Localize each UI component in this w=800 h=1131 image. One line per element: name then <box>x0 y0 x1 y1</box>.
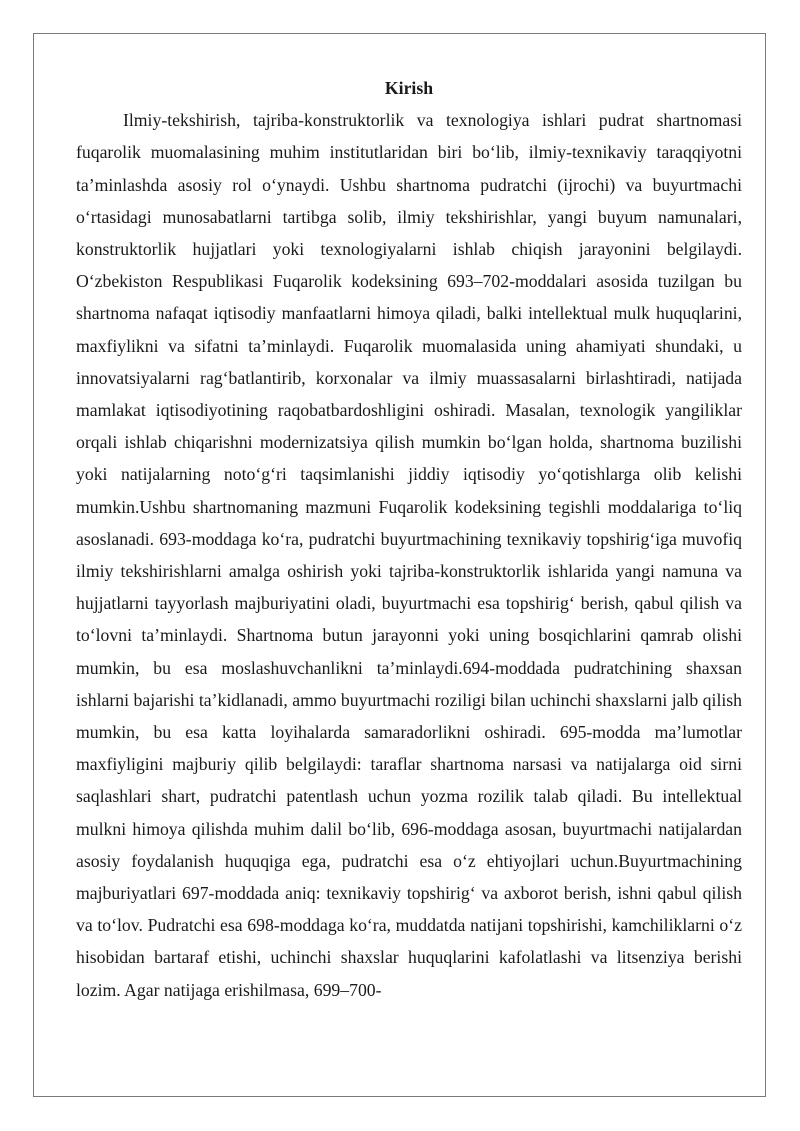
document-content <box>76 72 742 1006</box>
body-paragraph: Ilmiy-tekshirish, tajriba-konstruktorlik va texnologiya ishlari pudrat shartnomasi fuqarolik muomalasining muhim institutlaridan biri bo‘lib, ilmiy-texnikaviy taraqqiyotni ta’minlashda asosiy rol o‘ynaydi. Ushbu shartnoma pudratchi (ijrochi) va buyurtmachi o‘rtasidagi munosabatlarni tartibga solib, ilmiy tekshirishlar, yangi buyum namunalari, konstruktorlik hujjatlari yoki texnologiyalarni ishlab chiqish jarayonini belgilaydi. O‘zbekiston Respublikasi Fuqarolik kodeksining 693–702-moddalari asosida tuzilgan bu shartnoma nafaqat iqtisodiy manfaatlarni himoya qiladi, balki intellektual mulk huquqlarini, maxfiylikni va sifatni ta’minlaydi. Fuqarolik muomalasida uning ahamiyati shundaki, u innovatsiyalarni rag‘batlantirib, korxonalar va ilmiy muassasalarni birlashtiradi, natijada mamlakat iqtisodiyotining raqobatbardoshligini oshiradi. Masalan, texnologik yangiliklar orqali ishlab chiqarishni modernizatsiya qilish mumkin bo‘lgan holda, shartnoma buzilishi yoki natijalarning noto‘g‘ri taqsimlanishi jiddiy iqtisodiy yo‘qotishlarga olib kelishi mumkin.Ushbu shartnomaning mazmuni Fuqarolik kodeksining tegishli moddalariga to‘liq asoslanadi. 693-moddaga ko‘ra, pudratchi buyurtmachining texnikaviy topshirig‘iga muvofiq ilmiy tekshirishlarni amalga oshirish yoki tajriba-konstruktorlik ishlarida yangi namuna va hujjatlarni tayyorlash majburiyatini oladi, buyurtmachi esa topshirig‘ berish, qabul qilish va to‘lovni ta’minlaydi. Shartnoma butun jarayonni yoki uning bosqichlarini qamrab olishi mumkin, bu esa moslashuvchanlikni ta’minlaydi.694-moddada pudratchining shaxsan ishlarni bajarishi ta’kidlanadi, ammo buyurtmachi roziligi bilan uchinchi shaxslarni jalb qilish mumkin, bu esa katta loyihalarda samaradorlikni oshiradi. 695-modda ma’lumotlar maxfiyligini majburiy qilib belgilaydi: taraflar shartnoma narsasi va natijalarga oid sirni saqlashlari shart, pudratchi patentlash uchun yozma rozilik talab qiladi. Bu intellektual mulkni himoya qilishda muhim dalil bo‘lib, 696-moddaga asosan, buyurtmachi natijalardan asosiy foydalanish huquqiga ega, pudratchi esa o‘z ehtiyojlari uchun.Buyurtmachining majburiyatlari 697-moddada aniq: texnikaviy topshirig‘ va axborot berish, ishni qabul qilish va to‘lov. Pudratchi esa 698-moddaga ko‘ra, muddatda natijani topshirishi, kamchiliklarni o‘z hisobidan bartaraf etishi, uchinchi shaxslar huquqlarini kafolatlashi va litsenziya berishi lozim. Agar natijaga erishilmasa, 699–700- <box>76 110 742 1000</box>
document-title: Kirish <box>384 78 434 98</box>
